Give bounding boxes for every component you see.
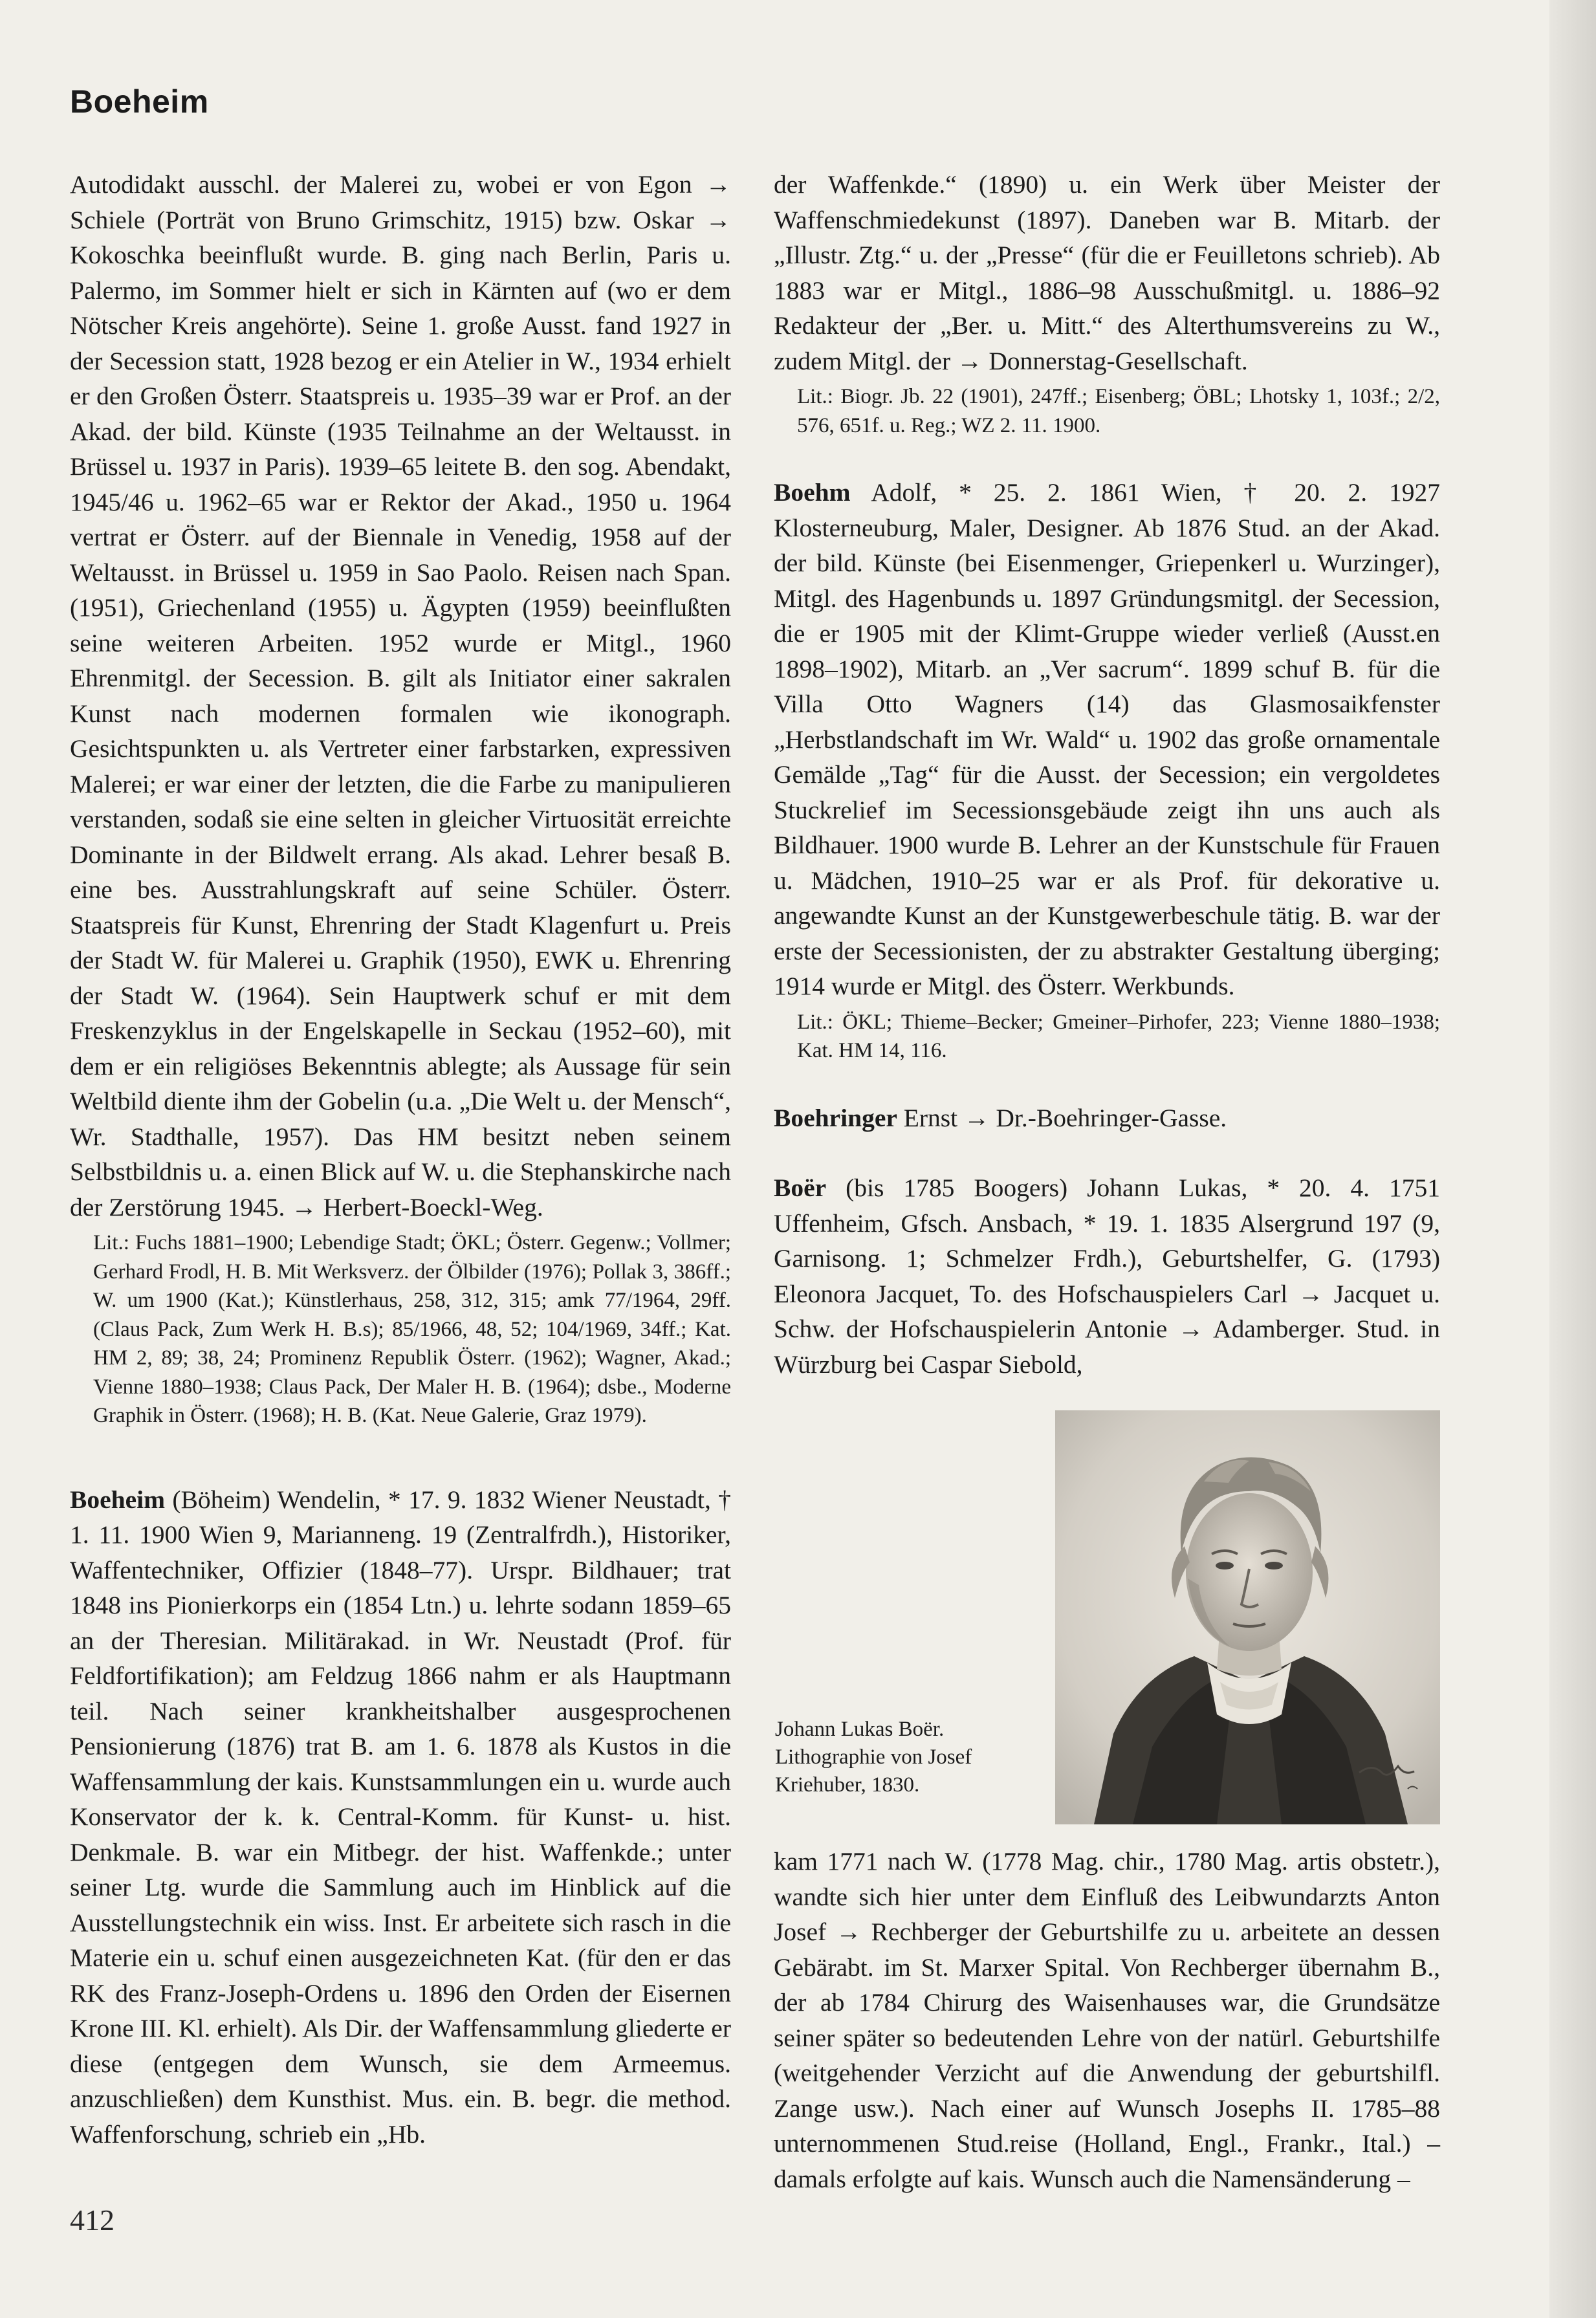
entry-boehm [774,475,1440,1004]
entry-separator [70,1430,731,1467]
entry-boehringer [774,1100,1440,1136]
entry-continuation-literature: Lit.: Fuchs 1881–1900; Lebendige Stadt; ÖKL; Österr. Gegenw.; Vollmer; Gerhard Frodl, H. B. Mit Werksverz. der Ölbilder (1976); Pollak 3, 386ff.; W. um 1900 (Kat.); Künstlerhaus, 258, 312, 315; amk 77/1964, 29ff. (Claus Pack, Zum Werk H. B.s); 85/1966, 48, 52; 104/1969, 34ff.; Kat. HM 2, 89; 38, 24; Prominenz Republik Österr. (1962); Wagner, Akad.; Vienne 1880–1938; Claus Pack, Der Maler H. B. (1964); dsbe., Moderne Graphik in Österr. (1968); H. B. (Kat. Neue Galerie, Graz 1979). [93,1231,731,1427]
entry-boeheim-text: (Böheim) Wendelin, * 17. 9. 1832 Wiener Neustadt, † 1. 11. 1900 Wien 9, Marianneng. 19 (Zentralfrdh.), Historiker, Waffentechniker, Offizier (1848–77). Urspr. Bildhauer; trat 1848 ins Pionierkorps ein (1854 Ltn.) u. lehrte sodann 1859–65 an der Theresian. Militärakad. in Wr. Neustadt (Prof. für Feldfortifikation); am Feldzug 1866 nahm er als Hauptmann teil. Nach seiner krankheitshalber ausgesprochenen Pensionierung (1876) trat B. am 1. 6. 1878 als Kustos in die Waffensammlung der kais. Kunstsammlungen ein u. wurde auch Konservator der k. k. Central-Komm. für Kunst- u. hist. Denkmale. B. war ein Mitbegr. der hist. Waffenkde.; unter seiner Ltg. wurde die Sammlung auch im Hinblick auf die Ausstellungstechnik ein wiss. Inst. Er arbeitete sich rasch in die Materie ein u. schuf einen ausgezeichneten Kat. (für den er das RK des Franz-Joseph-Ordens u. 1896 den Orden der Eisernen Krone III. Kl. erhielt). Als Dir. der Waffensammlung gliederte er diese (entgegen dem Wunsch, sie dem Armeemus. anzuschließen) dem Kunsthist. Mus. ein. B. begr. die method. Waffenforschung, schrieb ein „Hb. [70,1485,731,2149]
entry-boeheim-continuation: der Waffenkde.“ (1890) u. ein Werk über Meister der Waffenschmiedekunst (1897). Daneben war B. Mitarb. der „Illustr. Ztg.“ u. der „Presse“ (für die er Feuilletons schrieb). Ab 1883 war er Mitgl., 1886–98 Ausschußmitgl. u. 1886–92 Redakteur der „Ber. u. Mitt.“ des Alterthumsvereins zu W., zudem Mitgl. der → Donnerstag-Gesellschaft. [774,170,1440,375]
page-number: 412 [70,2203,115,2236]
entry-separator [774,440,1440,459]
figure-caption: Johann Lukas Boër. Lithographie von Josef Kriehuber, 1830. [775,1718,972,1797]
entry-boehringer-text: Ernst → Dr.-Boehringer-Gasse. [897,1103,1227,1132]
entry-boer-continuation: kam 1771 nach W. (1778 Mag. chir., 1780 Mag. artis obstetr.), wandte sich hier unter dem Einfluß des Leibwundarzts Anton Josef → Rechberger der Geburtshilfe zu u. arbeitete an dessen Gebärabt. im St. Marxer Spital. Von Rechberger übernahm B., der ab 1784 Chirurg des Waisenhauses war, die Grundsätze seiner später so bedeutenden Lehre von der natürl. Geburtshilfe (weitgehender Verzicht auf die Anwendung der geburtshilfl. Zange usw.). Nach einer auf Wunsch Josephs II. 1785–88 unternommenen Stud.reise (Holland, Engl., Frankr., Ital.) – damals erfolgte auf kais. Wunsch auch die Namensänderung – [774,1847,1440,2193]
entry-boehm-literature: Lit.: ÖKL; Thieme–Becker; Gmeiner–Pirhofer, 223; Vienne 1880–1938; Kat. HM 14, 116. [797,1010,1440,1062]
page-edge-shadow [1549,0,1596,2318]
figure-boer-portrait [774,1410,1440,1824]
entry-separator [774,1066,1440,1085]
entry-boer [774,1170,1440,1382]
running-head: Boeheim [70,83,209,120]
entry-separator [774,1135,1440,1155]
entry-continuation-text: Autodidakt ausschl. der Malerei zu, wobei er von Egon → Schiele (Porträt von Bruno Grimschitz, 1915) bzw. Oskar → Kokoschka beeinflußt wurde. B. ging nach Berlin, Paris u. Palermo, im Sommer hielt er sich in Kärnten auf (wo er dem Nötscher Kreis angehörte). Seine 1. große Ausst. fand 1927 in der Secession statt, 1928 bezog er ein Atelier in W., 1934 erhielt er den Großen Österr. Staatspreis u. 1935–39 war er Prof. an der Akad. der bild. Künste (1935 Teilnahme an der Weltausst. in Brüssel u. 1937 in Paris). 1939–65 leitete B. den sog. Abendakt, 1945/46 u. 1962–65 war er Rektor der Akad., 1950 u. 1964 vertrat er Österr. auf der Biennale in Venedig, 1958 auf der Weltausst. in Brüssel u. 1959 in Sao Paolo. Reisen nach Span. (1951), Griechenland (1955) u. Ägypten (1959) beeinflußten seine weiteren Arbeiten. 1952 wurde er Mitgl., 1960 Ehrenmitgl. der Secession. B. gilt als Initiator einer sakralen Kunst nach modernen formalen wie ikonograph. Gesichtspunkten u. als Vertreter einer farbstarken, expressiven Malerei; er war einer der letzten, die die Farbe zu manipulieren verstanden, sodaß sie eine selten in gleicher Virtuosität erreichte Dominante in der Bildwelt errang. Als akad. Lehrer besaß B. eine bes. Ausstrahlungskraft auf seine Schüler. Österr. Staatspreis für Kunst, Ehrenring der Stadt Klagenfurt u. Preis der Stadt W. für Malerei u. Graphik (1950), EWK u. Ehrenring der Stadt W. (1964). Sein Hauptwerk schuf er mit dem Freskenzyklus in der Engelskapelle in Seckau (1952–60), mit dem er ein religiöses Bekenntnis ablegte; als Aussage für sein Weltbild diente ihm der Gobelin (u.a. „Die Welt u. der Mensch“, Wr. Stadthalle, 1957). Das HM besitzt neben seinem Selbstbildnis u. a. einen Blick auf W. u. die Stephanskirche nach der Zerstörung 1945. → Herbert-Boeckl-Weg. [70,170,731,1221]
portrait-lithograph-image [1055,1410,1440,1824]
entry-boer-text: (bis 1785 Boogers) Johann Lukas, * 20. 4. 1751 Uffenheim, Gfsch. Ansbach, * 19. 1. 1835 Alsergrund 197 (9, Garnisong. 1; Schmelzer Frdh.), Geburtshelfer, G. (1793) Eleonora Jacquet, To. des Hofschauspielers Carl → Jacquet u. Schw. der Hofschauspielerin Antonie → Adamberger. Stud. in Würzburg bei Caspar Siebold, [774,1174,1440,1379]
headword-boehringer: Boehringer [774,1103,897,1132]
left-column [70,167,731,2152]
headword-boehm: Boehm [774,478,851,507]
headword-boeheim: Boeheim [70,1485,166,1514]
entry-boeheim-literature: Lit.: Biogr. Jb. 22 (1901), 247ff.; Eisenberg; ÖBL; Lhotsky 1, 103f.; 2/2, 576, 651f. u. Reg.; WZ 2. 11. 1900. [797,385,1440,437]
headword-boer: Boër [774,1174,827,1202]
entry-boeheim [70,1482,731,2152]
entry-boehm-text: Adolf, * 25. 2. 1861 Wien, † 20. 2. 1927 Klosterneuburg, Maler, Designer. Ab 1876 Stud. an der Akad. der bild. Künste (bei Eisenmenger, Griepenkerl u. Wurzinger), Mitgl. des Hagenbunds u. 1897 Gründungsmitgl. der Secession, die er 1905 mit der Klimt-Gruppe wieder verließ (Ausst.en 1898–1902), Mitarb. an „Ver sacrum“. 1899 schuf B. für die Villa Otto Wagners (14) das Glasmosaikfenster „Herbstlandschaft im Wr. Wald“ u. 1902 das große ornamentale Gemälde „Tag“ für die Ausst. der Secession; ein vergoldetes Stuckrelief im Secessionsgebäude zeigt ihn uns auch als Bildhauer. 1900 wurde B. Lehrer an der Kunstschule für Frauen u. Mädchen, 1910–25 war er als Prof. für dekorative u. angewandte Kunst an der Kunstgewerbeschule tätig. B. war der erste der Secessionisten, der zu abstrakter Gestaltung überging; 1914 wurde er Mitgl. des Österr. Werkbunds. [774,478,1440,1000]
right-column [774,167,1440,2196]
